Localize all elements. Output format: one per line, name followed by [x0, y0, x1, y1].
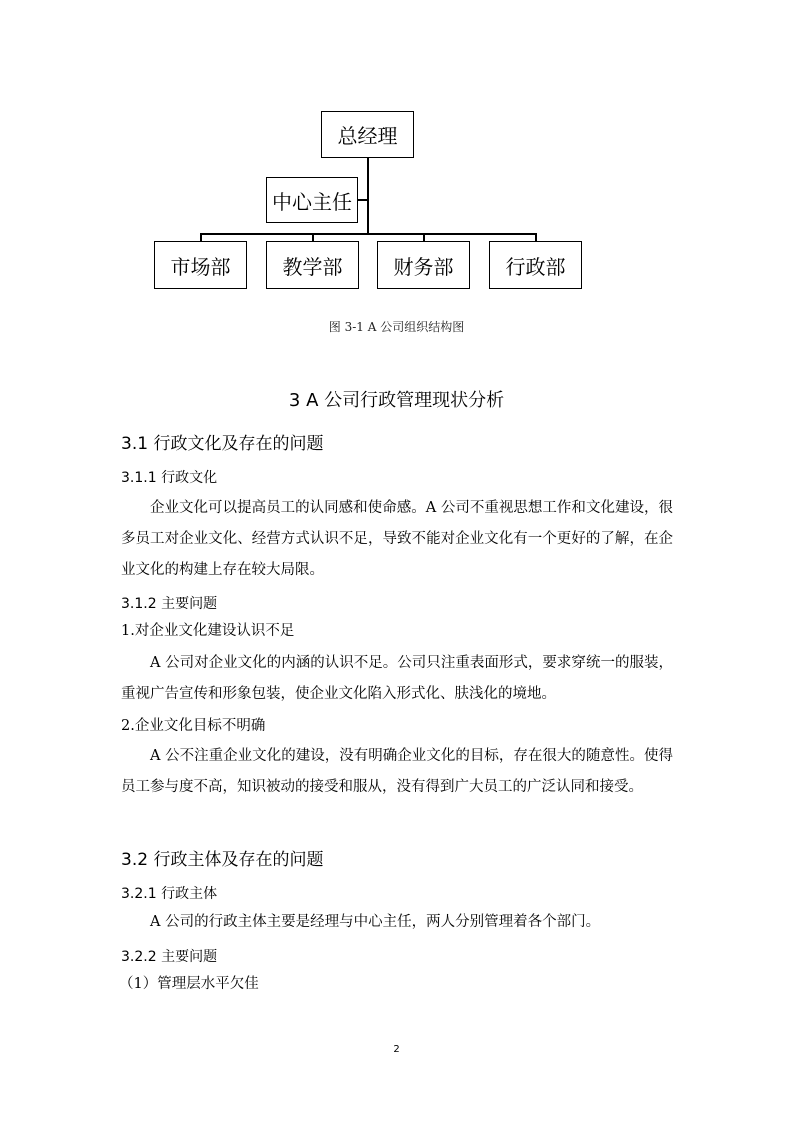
paragraph: 企业文化可以提高员工的认同感和使命感。A 公司不重视思想工作和文化建设，很多员工对企业文化、经营方式认识不足，导致不能对企业文化有一个更好的了解，在企业文化的构建上存在较大局限。 — [121, 500, 673, 578]
section-3-2-title: 3.2 行政主体及存在的问题 — [121, 850, 324, 870]
section-3-2-2-title: 3.2.2 主要问题 — [121, 949, 218, 965]
section-3-1-1-title: 3.1.1 行政文化 — [121, 470, 218, 486]
section-3-2-1-title: 3.2.1 行政主体 — [121, 886, 218, 902]
chapter-title: 3 A 公司行政管理现状分析 — [288, 390, 505, 411]
list-item-title: （1）管理层水平欠佳 — [119, 976, 259, 992]
org-node-administration: 行政部 — [489, 241, 582, 289]
list-item-title: 1.对企业文化建设认识不足 — [121, 623, 295, 639]
org-node-center-director: 中心主任 — [266, 177, 358, 223]
org-node-general-manager: 总经理 — [321, 111, 414, 158]
paragraph: A 公不注重企业文化的建设，没有明确企业文化的目标，存在很大的随意性。使得员工参与度不高，知识被动的接受和服从，没有得到广大员工的广泛认同和接受。 — [121, 748, 673, 795]
org-connector-horizontal — [200, 233, 536, 235]
section-3-1-title: 3.1 行政文化及存在的问题 — [121, 434, 324, 454]
list-item-title: 2.企业文化目标不明确 — [121, 718, 266, 734]
org-node-teaching: 教学部 — [266, 241, 359, 289]
page-number: 2 — [393, 1044, 400, 1055]
figure-caption: 图 3-1 A 公司组织结构图 — [328, 320, 465, 334]
org-node-marketing: 市场部 — [154, 241, 247, 289]
paragraph: A 公司的行政主体主要是经理与中心主任，两人分别管理着各个部门。 — [150, 914, 601, 930]
org-node-finance: 财务部 — [377, 241, 470, 289]
paragraph: A 公司对企业文化的内涵的认识不足。公司只注重表面形式，要求穿统一的服装，重视广告宣传和形象包装，使企业文化陷入形式化、肤浅化的境地。 — [121, 655, 673, 702]
org-connector-side — [358, 199, 368, 201]
org-connector-vertical — [367, 158, 369, 234]
section-3-1-2-title: 3.1.2 主要问题 — [121, 596, 218, 612]
